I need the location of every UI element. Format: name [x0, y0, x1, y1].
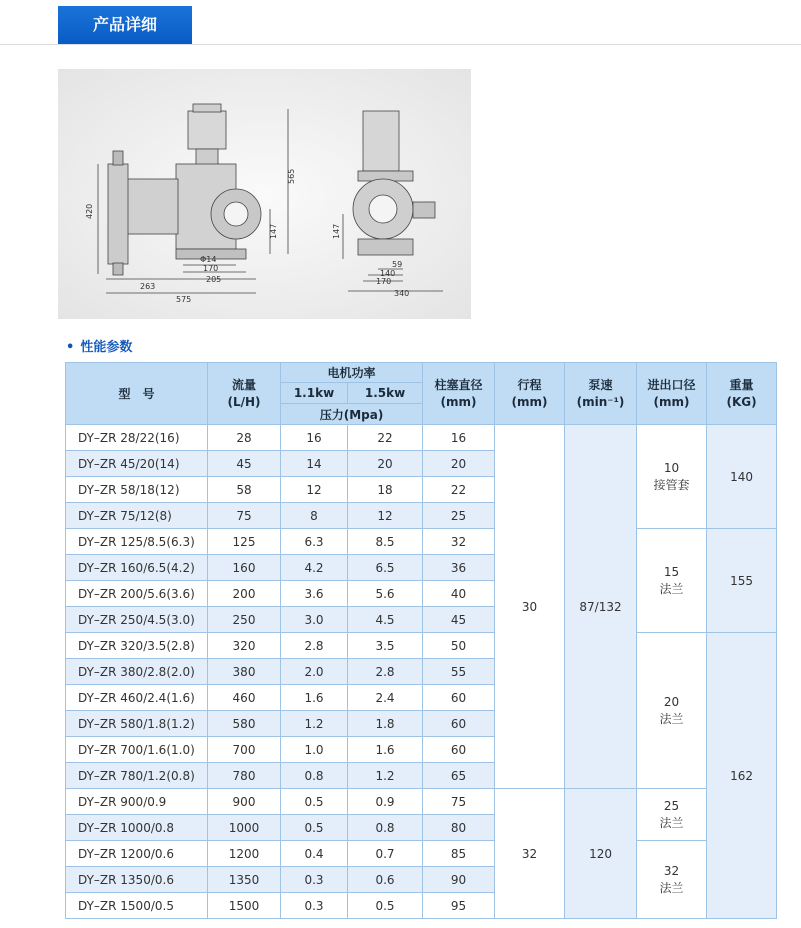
- cell-flow: 160: [208, 555, 281, 581]
- cell-flow: 460: [208, 685, 281, 711]
- cell-weight-group-c: 162: [707, 633, 777, 919]
- cell-flow: 700: [208, 737, 281, 763]
- motor-body-front: [363, 111, 399, 171]
- section-title: [66, 336, 132, 355]
- dim-147-side: 147: [269, 223, 278, 239]
- cell-pressure-1-5kw: 18: [348, 477, 423, 503]
- dim-565: 565: [287, 168, 296, 184]
- cell-flow: 75: [208, 503, 281, 529]
- cell-model: DY–ZR 1350/0.6: [66, 867, 208, 893]
- cell-weight-group-a: 140: [707, 425, 777, 529]
- header-port: 进出口径 (mm): [637, 363, 707, 425]
- cell-pressure-1-5kw: 12: [348, 503, 423, 529]
- cell-stroke-group-a: 30: [495, 425, 565, 789]
- cell-pressure-1-1kw: 2.8: [281, 633, 348, 659]
- header-weight: 重量 (KG): [707, 363, 777, 425]
- cell-pressure-1-1kw: 12: [281, 477, 348, 503]
- cell-plunger: 36: [423, 555, 495, 581]
- cell-flow: 1500: [208, 893, 281, 919]
- cell-plunger: 50: [423, 633, 495, 659]
- header-speed: 泵速 (min⁻¹): [565, 363, 637, 425]
- section-title-text: 性能参数: [80, 340, 133, 355]
- cell-plunger: 75: [423, 789, 495, 815]
- cell-pressure-1-1kw: 2.0: [281, 659, 348, 685]
- dim-phi14: Φ14: [200, 255, 217, 264]
- cell-plunger: 65: [423, 763, 495, 789]
- cell-model: DY–ZR 380/2.8(2.0): [66, 659, 208, 685]
- header-power-1-5kw: 1.5kw: [348, 383, 423, 404]
- cell-model: DY–ZR 250/4.5(3.0): [66, 607, 208, 633]
- cell-flow: 28: [208, 425, 281, 451]
- cell-model: DY–ZR 700/1.6(1.0): [66, 737, 208, 763]
- section-bullet: •: [66, 340, 75, 355]
- dim-170-front: 170: [376, 277, 392, 286]
- cell-pressure-1-5kw: 6.5: [348, 555, 423, 581]
- cell-pressure-1-1kw: 1.6: [281, 685, 348, 711]
- motor-body-side: [188, 111, 226, 149]
- dim-170-side: 170: [203, 264, 219, 273]
- header-pressure: 压力(Mpa): [281, 404, 423, 425]
- table-row: [66, 425, 777, 451]
- cell-plunger: 45: [423, 607, 495, 633]
- cell-port-group-a: 10 接管套: [637, 425, 707, 529]
- cell-pressure-1-5kw: 2.8: [348, 659, 423, 685]
- header-motor-power: 电机功率: [281, 363, 423, 383]
- cell-model: DY–ZR 780/1.2(0.8): [66, 763, 208, 789]
- header-stroke: 行程 (mm): [495, 363, 565, 425]
- cell-pressure-1-5kw: 0.7: [348, 841, 423, 867]
- cell-pressure-1-5kw: 3.5: [348, 633, 423, 659]
- cell-model: DY–ZR 320/3.5(2.8): [66, 633, 208, 659]
- cell-model: DY–ZR 1500/0.5: [66, 893, 208, 919]
- cell-flow: 380: [208, 659, 281, 685]
- pump-dimension-drawing: [58, 69, 471, 319]
- cell-pressure-1-1kw: 1.2: [281, 711, 348, 737]
- cell-pressure-1-5kw: 0.9: [348, 789, 423, 815]
- cell-plunger: 90: [423, 867, 495, 893]
- performance-table: [65, 362, 777, 919]
- cell-pressure-1-1kw: 0.8: [281, 763, 348, 789]
- table-row: [66, 633, 777, 659]
- cell-pressure-1-1kw: 3.6: [281, 581, 348, 607]
- table-row: [66, 841, 777, 867]
- cell-model: DY–ZR 45/20(14): [66, 451, 208, 477]
- dim-575: 575: [176, 295, 192, 304]
- cell-pressure-1-1kw: 0.5: [281, 789, 348, 815]
- cell-pressure-1-5kw: 4.5: [348, 607, 423, 633]
- cell-port-group-d: 25 法兰: [637, 789, 707, 841]
- cell-model: DY–ZR 580/1.8(1.2): [66, 711, 208, 737]
- cell-model: DY–ZR 58/18(12): [66, 477, 208, 503]
- cell-flow: 320: [208, 633, 281, 659]
- cell-pressure-1-5kw: 0.5: [348, 893, 423, 919]
- cell-flow: 780: [208, 763, 281, 789]
- cell-pressure-1-1kw: 6.3: [281, 529, 348, 555]
- top-bar: [0, 0, 801, 45]
- cell-plunger: 60: [423, 711, 495, 737]
- header-plunger: 柱塞直径 (mm): [423, 363, 495, 425]
- cell-model: DY–ZR 900/0.9: [66, 789, 208, 815]
- cell-flow: 45: [208, 451, 281, 477]
- header-model: 型 号: [66, 363, 208, 425]
- cell-pressure-1-5kw: 0.8: [348, 815, 423, 841]
- header-power-1-1kw: 1.1kw: [281, 383, 348, 404]
- cell-plunger: 32: [423, 529, 495, 555]
- cell-port-group-c: 20 法兰: [637, 633, 707, 789]
- pump-drawing-svg: [58, 69, 471, 319]
- dim-205: 205: [206, 275, 222, 284]
- cell-flow: 250: [208, 607, 281, 633]
- table-row: [66, 529, 777, 555]
- cell-model: DY–ZR 1000/0.8: [66, 815, 208, 841]
- cell-pressure-1-5kw: 1.8: [348, 711, 423, 737]
- cell-model: DY–ZR 1200/0.6: [66, 841, 208, 867]
- cell-flow: 580: [208, 711, 281, 737]
- cell-plunger: 20: [423, 451, 495, 477]
- cell-model: DY–ZR 75/12(8): [66, 503, 208, 529]
- cell-port-group-b: 15 法兰: [637, 529, 707, 633]
- cell-pressure-1-5kw: 2.4: [348, 685, 423, 711]
- cell-model: DY–ZR 160/6.5(4.2): [66, 555, 208, 581]
- cell-flow: 900: [208, 789, 281, 815]
- cell-flow: 1200: [208, 841, 281, 867]
- cell-pressure-1-5kw: 1.2: [348, 763, 423, 789]
- cell-model: DY–ZR 460/2.4(1.6): [66, 685, 208, 711]
- dim-263: 263: [140, 282, 156, 291]
- cell-flow: 1000: [208, 815, 281, 841]
- cell-pressure-1-1kw: 8: [281, 503, 348, 529]
- cell-model: DY–ZR 125/8.5(6.3): [66, 529, 208, 555]
- cell-model: DY–ZR 200/5.6(3.6): [66, 581, 208, 607]
- cell-flow: 125: [208, 529, 281, 555]
- cell-plunger: 40: [423, 581, 495, 607]
- dim-340: 340: [394, 289, 410, 298]
- dim-59: 59: [392, 260, 403, 269]
- table-row: [66, 789, 777, 815]
- header-flow: 流量 (L/H): [208, 363, 281, 425]
- cell-plunger: 60: [423, 685, 495, 711]
- cell-speed-group-a: 87/132: [565, 425, 637, 789]
- cell-pressure-1-5kw: 5.6: [348, 581, 423, 607]
- cell-pressure-1-1kw: 3.0: [281, 607, 348, 633]
- cell-pressure-1-5kw: 20: [348, 451, 423, 477]
- cell-speed-group-b: 120: [565, 789, 637, 919]
- cell-pressure-1-5kw: 1.6: [348, 737, 423, 763]
- cell-plunger: 95: [423, 893, 495, 919]
- cell-pressure-1-1kw: 1.0: [281, 737, 348, 763]
- dim-140: 140: [380, 269, 396, 278]
- cell-model: DY–ZR 28/22(16): [66, 425, 208, 451]
- cell-plunger: 22: [423, 477, 495, 503]
- cell-pressure-1-1kw: 0.3: [281, 867, 348, 893]
- cell-plunger: 25: [423, 503, 495, 529]
- table-body: [66, 425, 777, 919]
- cell-pressure-1-1kw: 4.2: [281, 555, 348, 581]
- cell-plunger: 55: [423, 659, 495, 685]
- dim-420: 420: [85, 203, 94, 219]
- cell-plunger: 60: [423, 737, 495, 763]
- cell-stroke-group-b: 32: [495, 789, 565, 919]
- cell-pressure-1-5kw: 8.5: [348, 529, 423, 555]
- cell-port-group-e: 32 法兰: [637, 841, 707, 919]
- cell-pressure-1-1kw: 0.5: [281, 815, 348, 841]
- cell-pressure-1-1kw: 0.4: [281, 841, 348, 867]
- cell-pressure-1-5kw: 0.6: [348, 867, 423, 893]
- dim-147-front: 147: [332, 223, 341, 239]
- cell-weight-group-b: 155: [707, 529, 777, 633]
- cell-plunger: 16: [423, 425, 495, 451]
- cell-pressure-1-1kw: 0.3: [281, 893, 348, 919]
- product-detail-tab[interactable]: 产品详细: [58, 6, 192, 44]
- cell-flow: 58: [208, 477, 281, 503]
- cell-flow: 200: [208, 581, 281, 607]
- cell-pressure-1-1kw: 14: [281, 451, 348, 477]
- cell-plunger: 80: [423, 815, 495, 841]
- cell-pressure-1-5kw: 22: [348, 425, 423, 451]
- cell-pressure-1-1kw: 16: [281, 425, 348, 451]
- cell-plunger: 85: [423, 841, 495, 867]
- cell-flow: 1350: [208, 867, 281, 893]
